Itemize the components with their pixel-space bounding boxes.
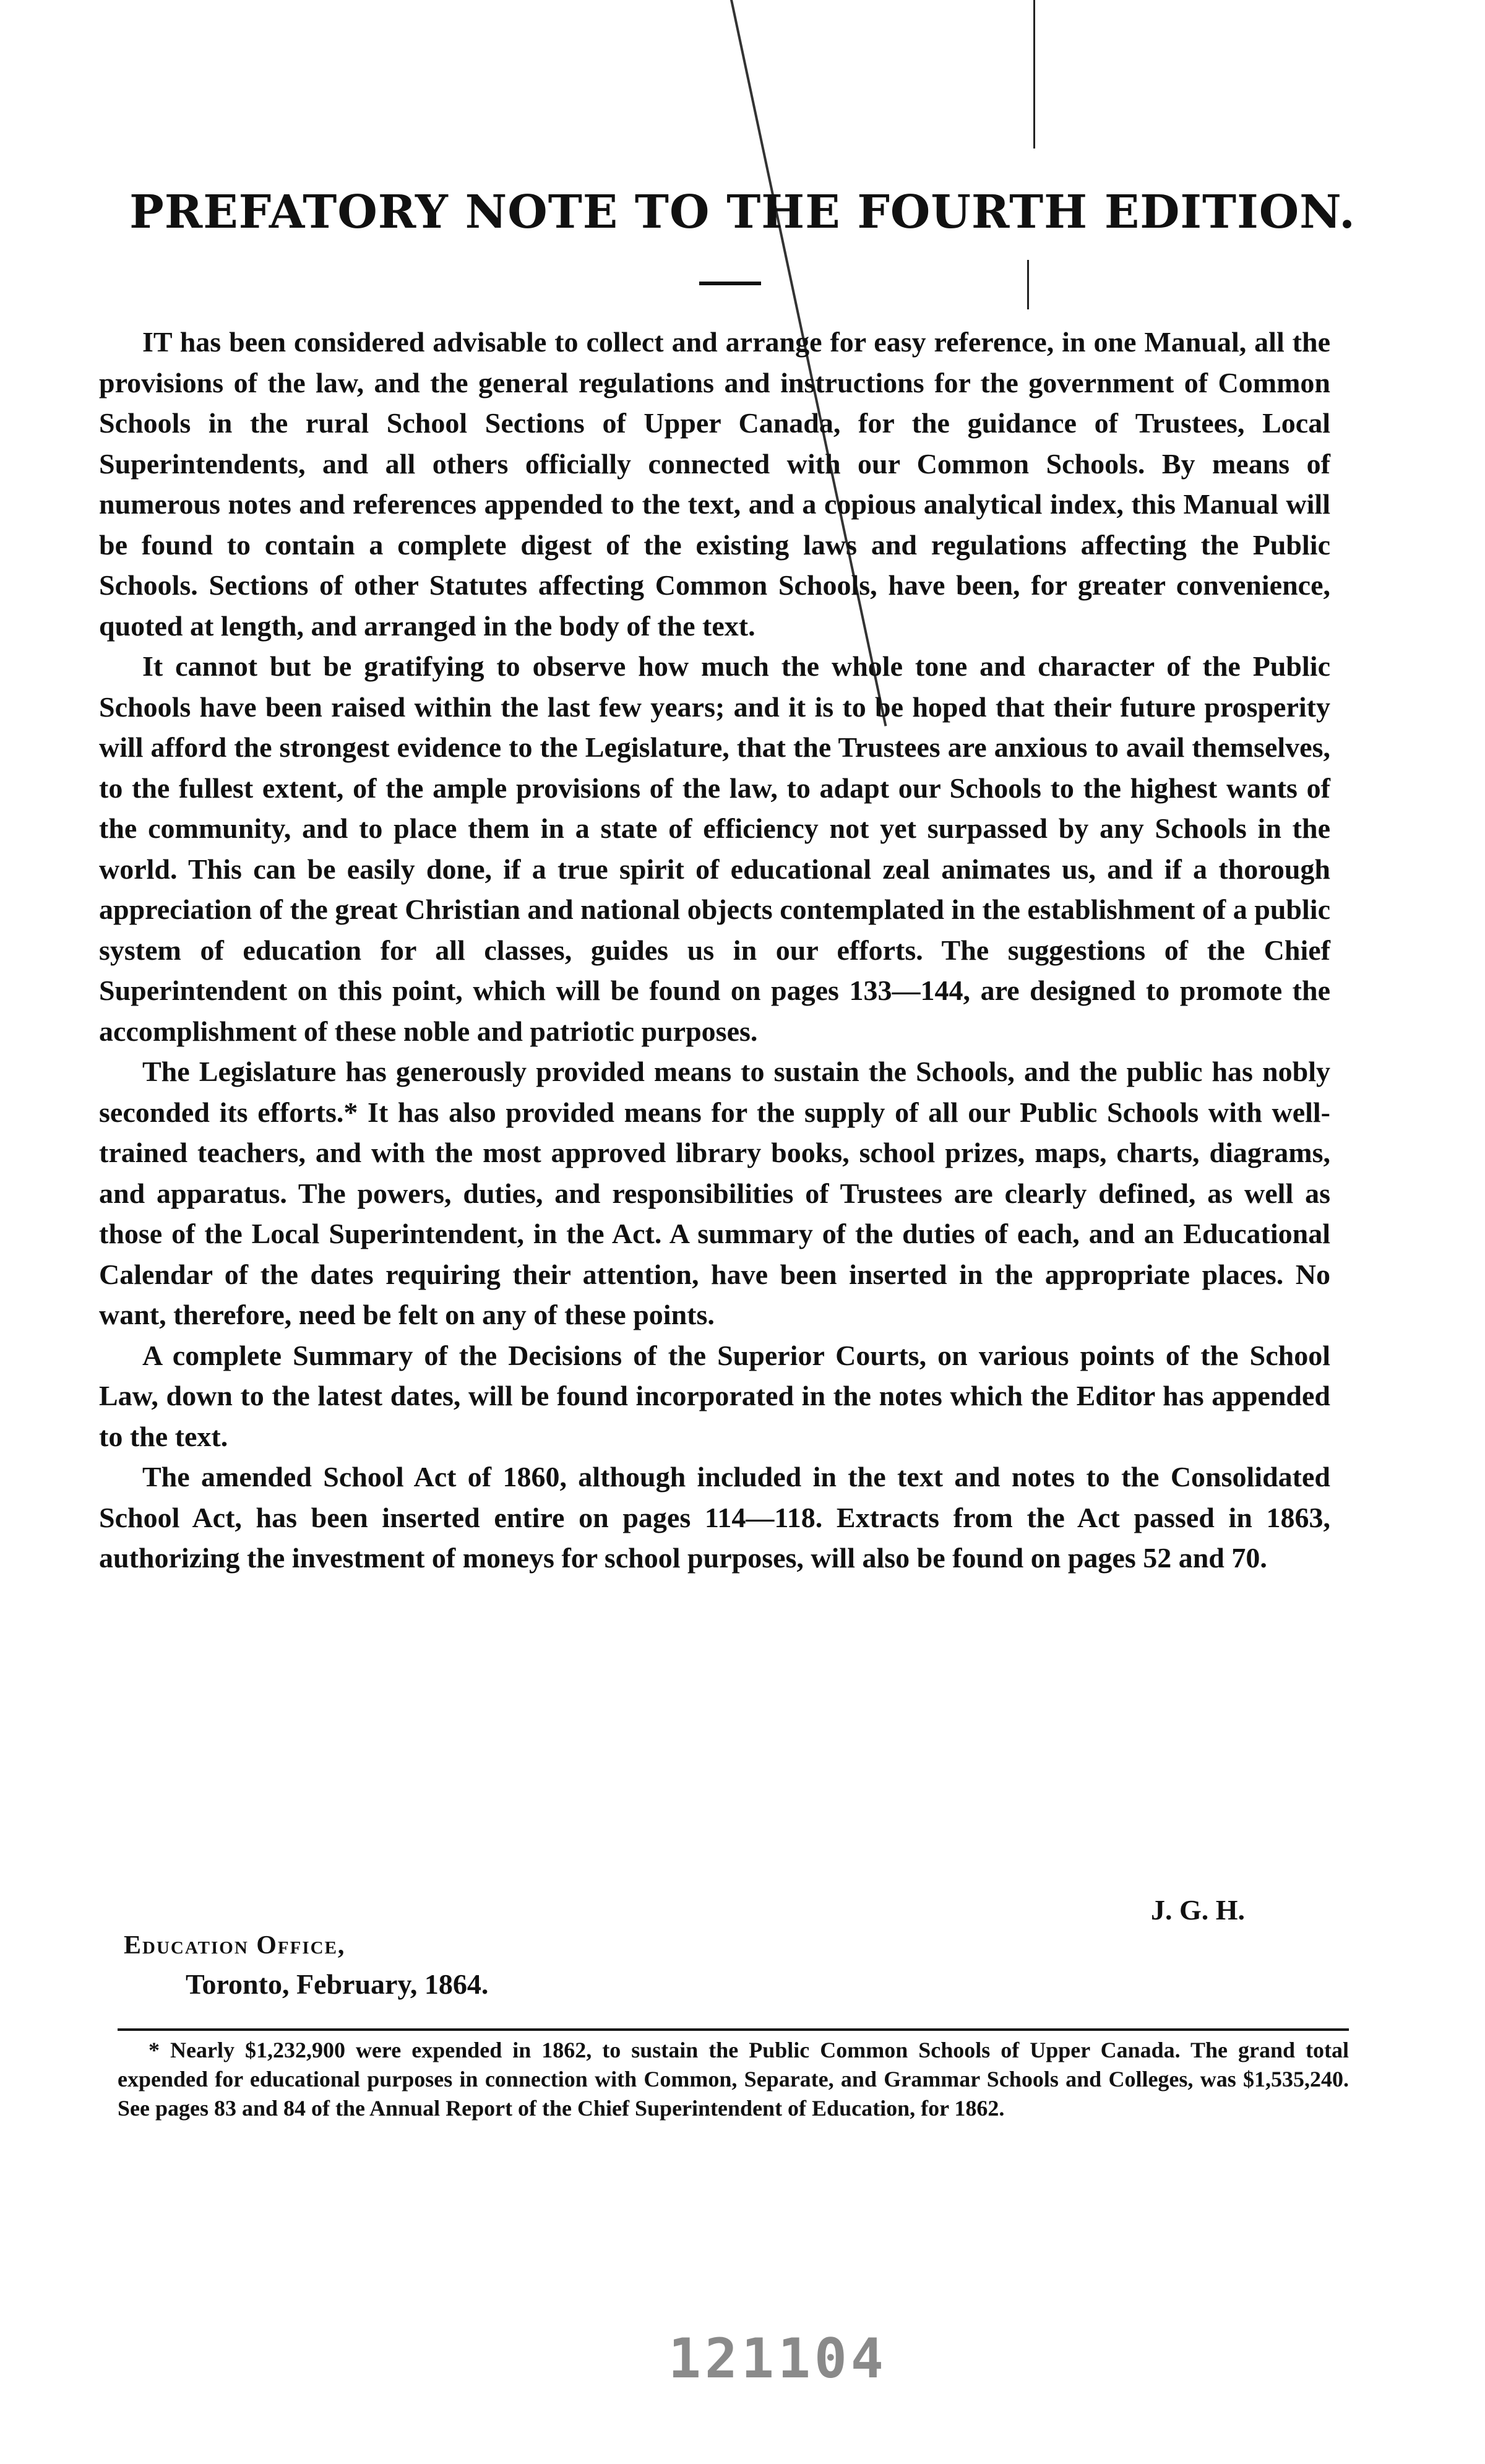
accession-stamp: 121104: [668, 2327, 887, 2390]
page-title: PREFATORY NOTE TO THE FOURTH EDITION.: [129, 186, 1356, 239]
scan-margin-line-2: [1027, 260, 1029, 309]
signature-initials: J. G. H.: [1151, 1894, 1246, 1926]
place-and-date: Toronto, February, 1864.: [186, 1968, 489, 2000]
office-name: Education Office,: [124, 1931, 346, 1960]
scan-margin-line: [1033, 0, 1035, 149]
paragraph-5: The amended School Act of 1860, although included in the text and notes to the Consolidated School Act, has been inserted entire on pages 114—118. Extracts from the Act passed in 1863, authorizing the investment of moneys for school purposes, will also be found on pages 52 and 70.: [99, 1461, 1330, 1574]
body-text: [99, 322, 1330, 1579]
title-rule: [699, 282, 761, 285]
footnote: * Nearly $1,232,900 were expended in 1862, to sustain the Public Common Schools of Upper Canada. The grand total expended for educational purposes in connection with Common, Separate, and Grammar Schools and Colleges, was $1,535,240. See pages 83 and 84 of the Annual Report of the Chief Superintendent of Education, for 1862.: [118, 2038, 1349, 2121]
paragraph-3: The Legislature has generously provided means to sustain the Schools, and the public has nobly seconded its efforts.* It has also provided means for the supply of all our Public Schools with well-trained teachers, and with the most approved library books, school prizes, maps, charts, diagrams, and apparatus. The powers, duties, and responsibilities of Trustees are clearly defined, as well as those of the Local Superintendent, in the Act. A summary of the duties of each, and an Educational Calendar of the dates requiring their attention, have been inserted in the appropriate places. No want, therefore, need be felt on any of these points.: [99, 1056, 1330, 1330]
paragraph-1: IT has been considered advisable to collect and arrange for easy reference, in one Manual, all the provisions of the law, and the general regulations and instructions for the government of Common Schools in the rural School Sections of Upper Canada, for the guidance of Trustees, Local Superintendents, and all others officially connected with our Common Schools. By means of numerous notes and references appended to the text, and a copious analytical index, this Manual will be found to contain a complete digest of the existing laws and regulations affecting the Public Schools. Sections of other Statutes affecting Common Schools, have been, for greater convenience, quoted at length, and arranged in the body of the text.: [99, 326, 1330, 642]
paragraph-2: It cannot but be gratifying to observe how much the whole tone and character of the Public Schools have been raised within the last few years; and it is to be hoped that their future prosperity will afford the strongest evidence to the Legislature, that the Trustees are anxious to avail themselves, to the fullest extent, of the ample provisions of the law, to adapt our Schools to the highest wants of the community, and to place them in a state of efficiency not yet surpassed by any Schools in the world. This can be easily done, if a true spirit of educational zeal animates us, and if a thorough appreciation of the great Christian and national objects contemplated in the establishment of a public system of education for all classes, guides us in our efforts. The suggestions of the Chief Superintendent on this point, which will be found on pages 133—144, are designed to promote the accomplishment of these noble and patriotic purposes.: [99, 650, 1330, 1047]
footnote-rule: [118, 2028, 1349, 2031]
paragraph-4: A complete Summary of the Decisions of the Superior Courts, on various points of the School Law, down to the latest dates, will be found incorporated in the notes which the Editor has appended to the text.: [99, 1339, 1330, 1452]
